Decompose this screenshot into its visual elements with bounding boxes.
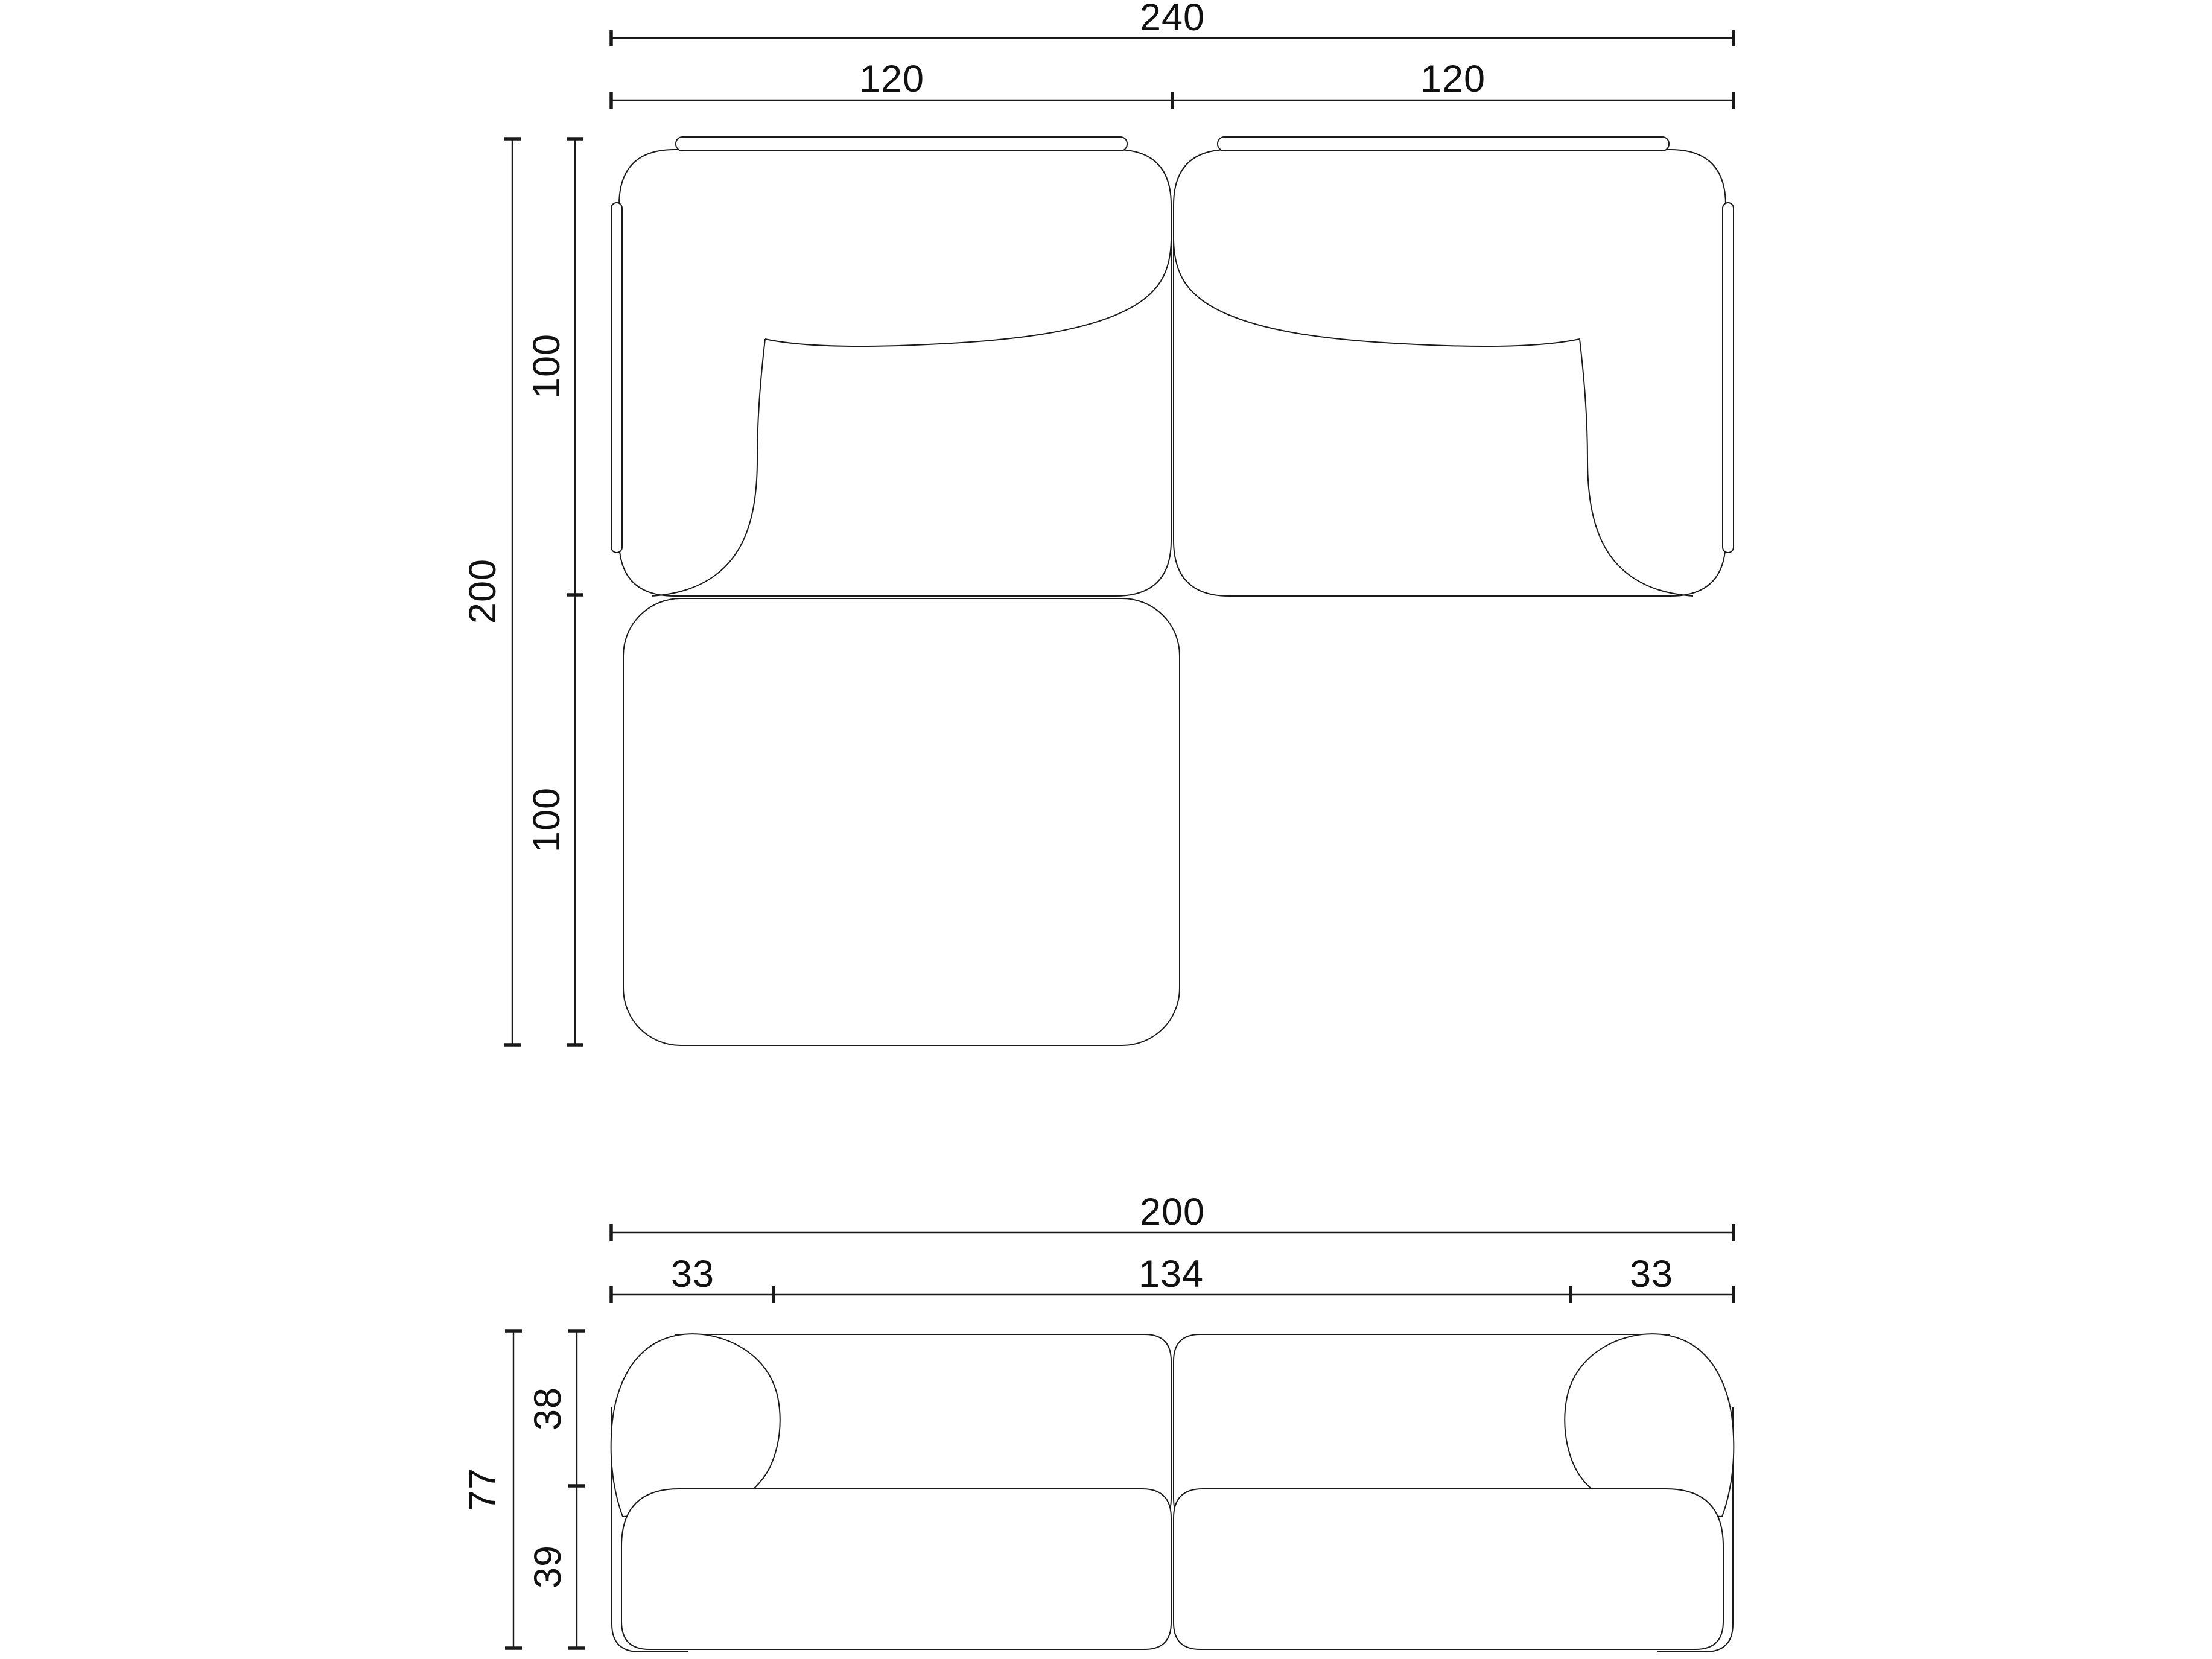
- dim-label-backrest-height: 38: [527, 1386, 569, 1431]
- dimension-module-depths: [526, 139, 583, 1045]
- armrest-bar-left: [611, 203, 622, 553]
- dim-label-arm-width-right: 33: [1629, 1253, 1674, 1295]
- dim-label-seat-height: 39: [527, 1544, 569, 1589]
- dimension-front-overall-height: [462, 1331, 522, 1648]
- dim-label-seat-span: 134: [1138, 1253, 1204, 1295]
- dim-label-overall-height: 77: [462, 1467, 504, 1512]
- dim-label-module-depth-bottom: 100: [526, 787, 568, 853]
- front-view: [462, 1191, 1734, 1652]
- dimension-front-sections: [611, 1253, 1734, 1303]
- dimension-overall-depth: [462, 139, 521, 1045]
- top-view: [462, 0, 1734, 1045]
- dim-label-module-width-right: 120: [1420, 58, 1486, 100]
- top-view-seat-module-left: [619, 150, 1171, 596]
- backrest-rail-left: [676, 137, 1127, 151]
- ottoman-module: [623, 598, 1180, 1045]
- armrest-bar-right: [1723, 203, 1734, 553]
- dim-label-overall-width: 240: [1139, 0, 1206, 39]
- dim-label-front-overall-width: 200: [1139, 1191, 1206, 1233]
- top-view-seat-module-right: [1174, 150, 1726, 596]
- dimension-front-overall-width: [611, 1191, 1734, 1241]
- dim-label-module-width-left: 120: [859, 58, 925, 100]
- dim-label-arm-width-left: 33: [670, 1253, 715, 1295]
- dim-label-overall-depth: 200: [462, 558, 504, 624]
- dimension-overall-width: [611, 0, 1734, 46]
- dimension-front-part-heights: [527, 1331, 585, 1648]
- dimension-module-widths: [611, 58, 1734, 109]
- front-seat-cushion-right: [1174, 1489, 1723, 1649]
- dim-label-module-depth-top: 100: [526, 333, 568, 399]
- front-seat-cushion-left: [621, 1489, 1171, 1649]
- backrest-rail-right: [1218, 137, 1669, 151]
